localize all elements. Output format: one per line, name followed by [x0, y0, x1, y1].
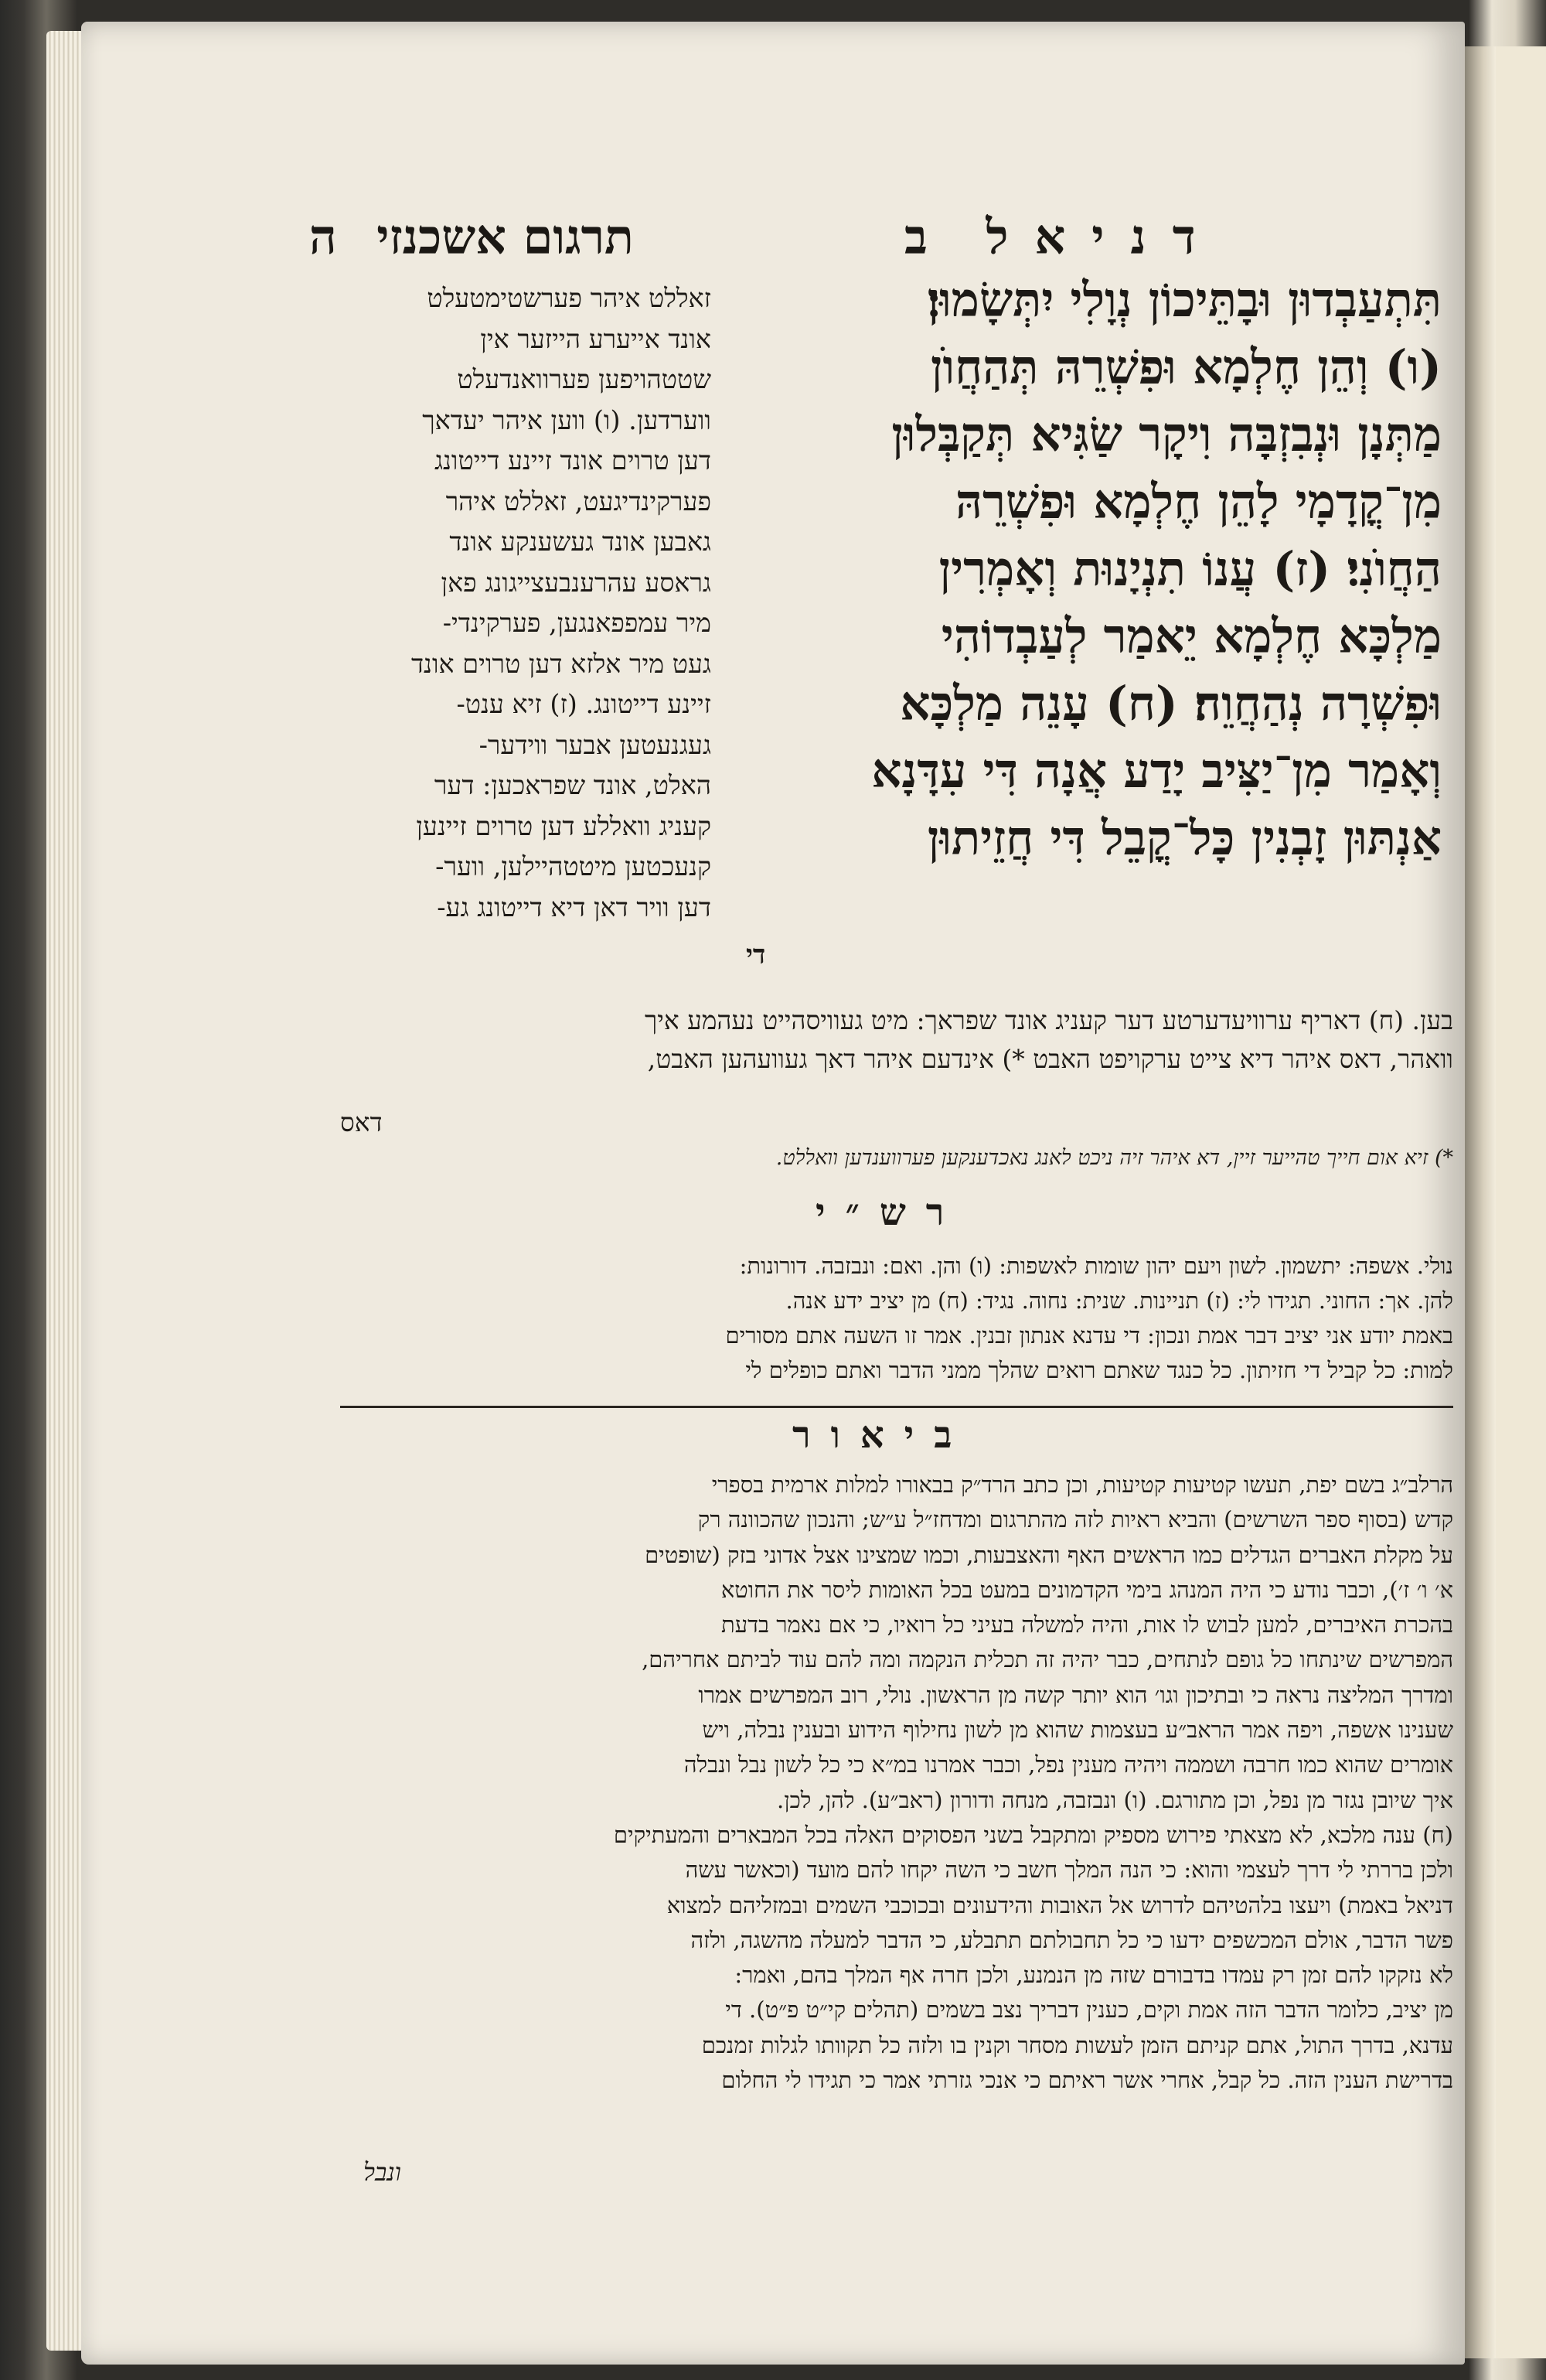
yiddish-line: האלט, אונד שפראכען: דער — [434, 770, 711, 800]
aramaic-line: אַנְתּוּן זָבְנִין כָּל־קֳבֵל דִּי חֲזֵיתוּן — [927, 811, 1442, 866]
right-head-chapter-letter: ב — [904, 209, 928, 265]
biur-commentary — [329, 1468, 1453, 2098]
biur-line: (ח) ענה מלכא, לא מצאתי פירוש מספיק ומתקבל בשני הפסוקים האלה בכל המבארים והמעתיקים — [613, 1821, 1453, 1848]
biur-line: המפרשים שינתחו כל גופם לנתחים, כבר יהיה זה תכלית הנקמה ומה להם עוד לביתם אחריהם, — [642, 1646, 1453, 1673]
aramaic-line: תִּתְעַבְדוּן וּבָתֵּיכוֹן נְוָלִי יִתְּשָׂמוּן׃ — [927, 273, 1442, 328]
biur-line: עדנא, בדרך התול, אתם קניתם הזמן לעשות מסחר וקנין בו ולזה כל תקוותו לגלות זמנכם — [701, 2031, 1453, 2058]
yiddish-line: אונד אייערע הייזער אין — [480, 323, 711, 354]
rashi-line: להן. אך: החוני. תגידו לי: (ז) תניינות. שנית: נחוה. נגיד: (ח) מן יציב ידע אנה. — [785, 1287, 1453, 1314]
yiddish-line: געט מיר אלזא דען טרוים אונד — [410, 648, 711, 679]
running-head-left — [309, 209, 634, 266]
yiddish-line: זיינע דייטונג. (ז) זיא ענט- — [456, 689, 711, 719]
biur-line: פשר הדבר, אולם המכשפים ידעו כי כל תחבולתם תתבלע, כי הדבר למעלה מהשגה, ולזה — [690, 1926, 1453, 1953]
biur-line: שענינו אשפה, ויפה אמר הראב״ע בעצמות שהוא מן לשון נחילוף הידוע ובענין נבלה, ויש — [702, 1717, 1453, 1744]
aramaic-line: (ו) וְהֵן חֶלְמָא וּפִשְׁרֵהּ תְּהַחֲוֺן — [930, 340, 1442, 395]
book-page-edges — [46, 31, 85, 2351]
yiddish-line: שטטהויפען פערוואנדעלט — [457, 364, 711, 394]
yiddish-line: גאבען אונד געשענקע אונד — [449, 527, 711, 557]
yiddish-translation-column — [325, 278, 711, 928]
aramaic-catchword: די — [746, 939, 766, 970]
aramaic-line: מִן־קֳדָמָי לָהֵן חֶלְמָא וּפִשְׁרֵהּ — [955, 475, 1442, 530]
biur-line: הרלב״ג בשם יפת, תעשו קטיעות קטיעות, וכן כתב הרד״ק בבאורו למלות ארמית בספרי — [711, 1471, 1453, 1498]
aramaic-line: מַלְכָּא חֶלְמָא יֵאמַר לְעַבְדוֹהִי — [941, 609, 1442, 664]
biur-catchword: ונבל — [363, 2157, 401, 2187]
aramaic-line: וְאָמַר מִן־יַצִּיב יָדַע אֲנָה דִּי עִדָּנָא — [871, 744, 1442, 799]
biur-line: על מקלת האברים הגדלים כמו הראשים האף והאצבעות, וכמו שמצינו אצל אדוני בזק (שופטים — [645, 1541, 1453, 1568]
rashi-line: נולי. אשפה: יתשמון. לשון ויעם יהון שומות לאשפות: (ו) והן. ואם: ונבזבה. דורונות: — [739, 1253, 1453, 1279]
yiddish-line: גראסע עהרענבעצייגונג פאן — [441, 567, 711, 598]
biur-line: ולכן בררתי לי דרך לעצמי והוא: כי הנה המלך חשב כי השה יקחו להם מועד (וכאשר עשה — [685, 1857, 1453, 1884]
rashi-heading: רש״י — [816, 1191, 965, 1234]
biur-line: מן יציב, כלומר הדבר הזה אמת וקים, כענין דבריך נצב בשמים (תהלים קי״ט פ״ט). די — [725, 1996, 1453, 2024]
biur-line: דניאל באמת) ויעצו בלהטיהם לדרוש אל האובות והידעונים ובכוכבי השמים ובמזליהם למצוא — [666, 1891, 1453, 1918]
biur-heading: ביאור — [792, 1413, 972, 1457]
left-head-title: תרגום אשכנזי — [376, 209, 634, 265]
yiddish-line: דען טרוים אונד זיינע דייטונג — [434, 445, 711, 476]
aramaic-line: מַתְּנָן וּנְבִזְבָּה וִיקָר שַׂגִּיא תְּקַבְּלוּן — [891, 407, 1442, 462]
rashi-line: באמת יודע אני יציב דבר אמת ונכון: די עדנא אנתון זבנין. אמר זו השעה אתם מסורים — [725, 1322, 1453, 1349]
rashi-line: למות: כל קביל די חזיתון. כל כנגד שאתם רואים שהלך ממני הדבר ואתם כופלים לי — [745, 1357, 1453, 1383]
left-head-page-letter: ה — [309, 209, 337, 265]
running-head-right — [904, 209, 1222, 266]
aramaic-line: הַחֲוֺנִי׃ (ז) עֲנוֹ תִנְיָנוּת וְאָמְרִין — [938, 542, 1442, 597]
rashi-commentary — [340, 1249, 1453, 1388]
facing-page-edge — [1496, 46, 1546, 2358]
right-head-title: דניאל — [986, 209, 1222, 265]
biur-line: א׳ ו׳ ז׳), וכבר נודע כי היה המנהג בימי הקדמונים במעט בכל האומות ליסר את החוטא — [720, 1576, 1453, 1603]
yiddish-line: קנעכטען מיטטהיילען, ווער- — [435, 851, 711, 881]
aramaic-text-column — [730, 267, 1442, 872]
yiddish-continuation-line: וואהר, דאס איהר דיא צייט ערקויפט האבט *) אינדעם איהר דאך געוועהען האבט, — [647, 1044, 1453, 1074]
biur-line: בדרישת הענין הזה. כל קבל, אחרי אשר ראיתם כי אנכי גזרתי אמר כי תגידו לי החלום — [721, 2067, 1453, 2094]
biur-line: ומדרך המליצה נראה כי ובתיכון וגו׳ הוא יותר קשה מן הראשון. נולי, רוב המפרשים אמרו — [698, 1681, 1453, 1708]
biur-line: אומרים שהוא כמו חרבה ושממה ויהיה מענין נפל, וכבר אמרנו במ״א כי כל לשון נבל ונבלה — [683, 1751, 1453, 1778]
section-divider — [340, 1406, 1453, 1408]
yiddish-line: קעניג וואללע דען טרוים זיינען — [416, 810, 711, 841]
yiddish-continuation — [340, 1001, 1453, 1079]
yiddish-line: מיר עמפפאנגען, פערקינדי- — [442, 608, 711, 638]
yiddish-line: זאללט איהר פערשטימטעלט — [427, 283, 711, 313]
biur-line: קדש (בסוף ספר השרשים) והביא ראיות לזה מהתרגום ומדחז״ל ע״ש; והנכון שהכוונה רק — [697, 1506, 1453, 1533]
biur-line: לא נזקקו להם זמן רק עמדו בדבורם שזה מן הנמנע, ולכן חרה אף המלך בהם, ואמר: — [734, 1962, 1453, 1989]
yiddish-line: ווערדען. (ו) ווען איהר יעדאך — [422, 404, 711, 435]
yiddish-catchword: דאס — [340, 1107, 383, 1137]
biur-line: בהכרת האיברים, למען לבוש לו אות, והיה למשלה בעיני כל רואיו, כי אם נאמר בדעת — [721, 1611, 1453, 1638]
aramaic-line: וּפִשְׁרָה נְהַחֲוֵה׃ (ח) עָנֵה מַלְכָּא — [900, 677, 1442, 731]
yiddish-line: דען וויר דאן דיא דייטונג גע- — [437, 892, 711, 922]
yiddish-continuation-line: בען. (ח) דאריף ערוויעדערטע דער קעניג אונד שפראך: מיט געוויסהייט נעהמע איך — [645, 1005, 1453, 1035]
book-gutter — [1465, 46, 1496, 2358]
yiddish-line: געגנעטען אבער ווידער- — [478, 729, 711, 760]
biur-line: איך שיובן נגזר מן נפל, וכן מתורגם. (ו) ונבזבה, מנחה ודורון (ראב״ע). להן, לכן. — [777, 1786, 1453, 1813]
footnote: *) זיא אום חייך טהייער זיין, דא איהר זיה ניכט לאנג נאכדענקען פערווענדען וואללט. — [775, 1146, 1453, 1170]
yiddish-line: פערקינדיגעט, זאללט איהר — [445, 486, 711, 517]
